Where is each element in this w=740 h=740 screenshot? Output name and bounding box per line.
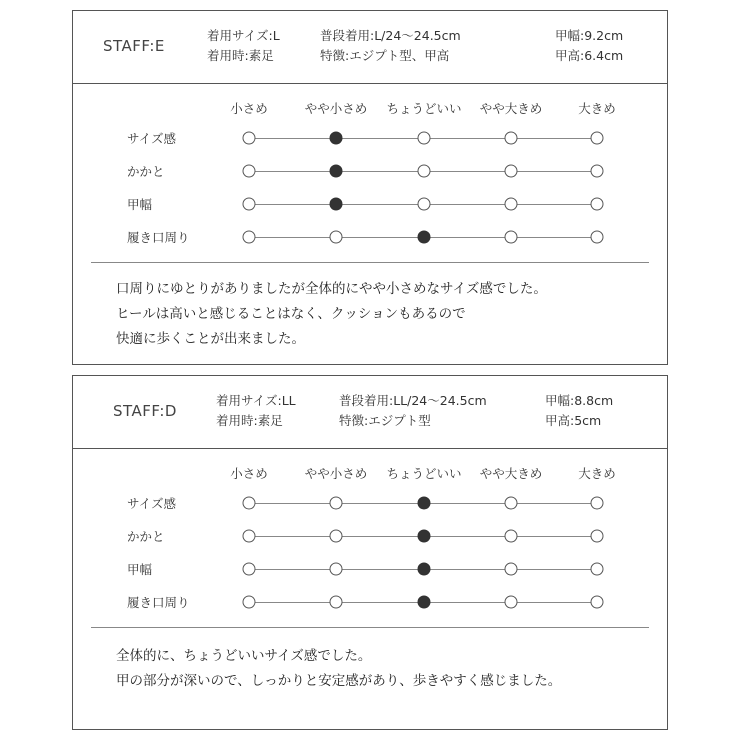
fit-dot (330, 563, 343, 576)
fit-dot-selected (418, 563, 431, 576)
fit-scale (73, 464, 669, 624)
staff-name: STAFF:D (113, 402, 177, 420)
fit-dot (418, 165, 431, 178)
fit-dot-selected (418, 497, 431, 510)
worn-with: 着用時:素足 (216, 413, 283, 428)
normal-size: 普段着用:LL/24〜24.5cm (339, 393, 487, 408)
fit-dot (243, 497, 256, 510)
fit-dot (591, 596, 604, 609)
fit-dot (591, 231, 604, 244)
fit-dot-selected (330, 132, 343, 145)
fit-row-label: 履き口周り (127, 595, 190, 610)
scale-label: ちょうどいい (386, 101, 462, 116)
scale-label: やや大きめ (479, 466, 543, 481)
fit-row-label: サイズ感 (127, 496, 177, 511)
fit-row-label: 甲幅 (127, 197, 153, 212)
fit-dot-selected (418, 231, 431, 244)
worn-with: 着用時:素足 (207, 48, 274, 63)
divider (91, 627, 649, 628)
staff-comment (116, 277, 547, 352)
fit-dot (418, 132, 431, 145)
fit-dot-selected (330, 198, 343, 211)
fit-dot (243, 596, 256, 609)
normal-size: 普段着用:L/24〜24.5cm (320, 28, 461, 43)
fit-dot (505, 530, 518, 543)
staff-name: STAFF:E (103, 37, 165, 55)
fit-dot (330, 231, 343, 244)
fit-dot-selected (418, 530, 431, 543)
fit-dot (330, 530, 343, 543)
fit-dot (243, 530, 256, 543)
fit-dot (505, 198, 518, 211)
staff-info-header (73, 11, 667, 84)
instep-height: 甲高:5cm (545, 413, 602, 428)
staff-review-card-e (72, 10, 668, 365)
fit-dot (243, 231, 256, 244)
fit-scale (73, 99, 669, 259)
fit-dot-selected (330, 165, 343, 178)
fit-dot (505, 132, 518, 145)
foot-feature: 特徴:エジプト型 (339, 413, 431, 428)
fit-dot (505, 563, 518, 576)
fit-dot (591, 132, 604, 145)
fit-dot (591, 165, 604, 178)
divider (91, 262, 649, 263)
scale-label: 小さめ (230, 101, 268, 116)
comment-line: 甲の部分が深いので、しっかりと安定感があり、歩きやすく感じました。 (116, 673, 562, 689)
fit-dot (505, 231, 518, 244)
comment-line: 全体的に、ちょうどいいサイズ感でした。 (116, 648, 372, 664)
scale-label: やや大きめ (479, 101, 543, 116)
fit-row-label: 甲幅 (127, 562, 153, 577)
instep-width: 甲幅:9.2cm (555, 28, 624, 43)
instep-width: 甲幅:8.8cm (545, 393, 614, 408)
scale-label: 大きめ (578, 466, 616, 481)
fit-dot (243, 198, 256, 211)
instep-height: 甲高:6.4cm (555, 48, 624, 63)
fit-dot (591, 198, 604, 211)
staff-review-card-d (72, 375, 668, 730)
fit-row-label: かかと (127, 529, 165, 544)
fit-dot-selected (418, 596, 431, 609)
fit-dot (591, 563, 604, 576)
fit-dot (591, 530, 604, 543)
fit-dot (243, 563, 256, 576)
fit-dot (591, 497, 604, 510)
fit-dot (243, 165, 256, 178)
fit-dot (330, 596, 343, 609)
scale-label: 小さめ (230, 466, 268, 481)
foot-feature: 特徴:エジプト型、甲高 (320, 48, 450, 63)
comment-line: 快適に歩くことが出来ました。 (116, 331, 305, 347)
fit-dot (243, 132, 256, 145)
comment-line: 口周りにゆとりがありましたが全体的にやや小さめなサイズ感でした。 (116, 281, 547, 297)
fit-row-label: 履き口周り (127, 230, 190, 245)
scale-label: やや小さめ (304, 101, 368, 116)
fit-row-label: サイズ感 (127, 131, 177, 146)
comment-line: ヒールは高いと感じることはなく、クッションもあるので (116, 306, 466, 322)
scale-label: 大きめ (578, 101, 616, 116)
fit-dot (505, 497, 518, 510)
fit-row-label: かかと (127, 164, 165, 179)
worn-size: 着用サイズ:L (207, 28, 280, 43)
scale-label: ちょうどいい (386, 466, 462, 481)
fit-dot (505, 165, 518, 178)
fit-dot (418, 198, 431, 211)
staff-comment (116, 644, 561, 694)
worn-size: 着用サイズ:LL (216, 393, 296, 408)
scale-label: やや小さめ (304, 466, 368, 481)
staff-info-header (73, 376, 667, 449)
fit-dot (505, 596, 518, 609)
fit-dot (330, 497, 343, 510)
